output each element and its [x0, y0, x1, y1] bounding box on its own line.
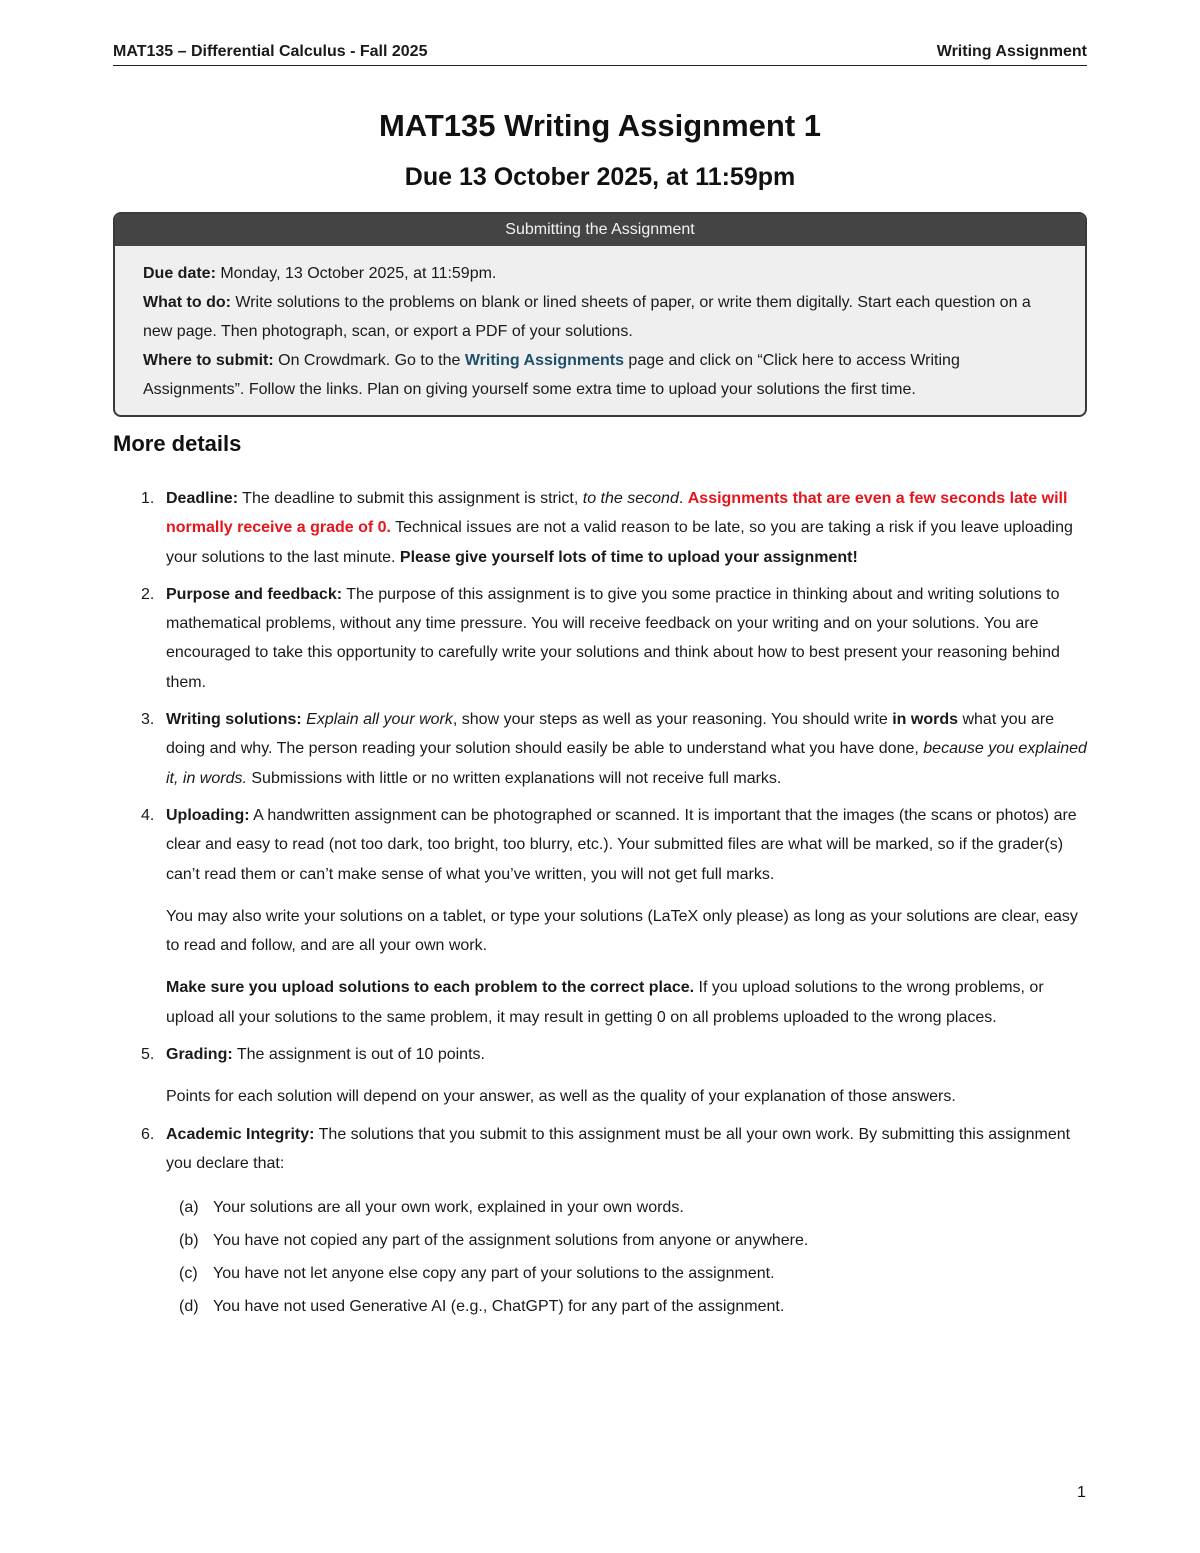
item-bold-text: Make sure you upload solutions to each problem to the correct place.	[166, 979, 695, 997]
what-to-do-text: Write solutions to the problems on blank or lined sheets of paper, or write them digitally. Start each question on a new page. Then photograph, scan, or export a PDF of your solutions.	[143, 294, 1031, 340]
list-item-uploading	[113, 801, 1087, 1032]
item-paragraph: You may also write your solutions on a tablet, or type your solutions (LaTeX only please) as long as your solutions are clear, easy to read and follow, and are all your own work.	[166, 907, 1078, 955]
item-text: The purpose of this assignment is to give you some practice in thinking about and writing solutions to mathematical problems, without any time pressure. You will receive feedback on your writing and on your solutions. You are encouraged to take this opportunity to carefully write your solutions and think about how to best present your reasoning behind them.	[166, 585, 1060, 691]
item-label: Purpose and feedback:	[166, 585, 343, 603]
item-bold-text: in words	[892, 711, 959, 729]
item-text: The deadline to submit this assignment is strict,	[238, 490, 583, 507]
item-text: The solutions that you submit to this assignment must be all your own work. By submitting this assignment you declare that:	[166, 1125, 1071, 1172]
declaration-label: (c)	[179, 1265, 198, 1283]
where-to-submit-pre: On Crowdmark. Go to the	[273, 352, 465, 369]
declaration-item	[166, 1191, 1087, 1224]
declaration-list	[166, 1191, 1087, 1323]
item-text: .	[678, 490, 688, 507]
list-item-purpose	[113, 580, 1087, 697]
list-item-number: 6.	[141, 1125, 155, 1143]
item-label: Deadline:	[166, 490, 239, 507]
list-item-number: 1.	[141, 490, 155, 507]
list-item-academic-integrity	[113, 1120, 1087, 1324]
submission-box-body	[115, 246, 1085, 404]
list-item-number: 4.	[141, 806, 155, 824]
late-warning-text: Assignments that are even a few seconds late will normally receive a grade of 0.	[166, 490, 1068, 537]
item-text: what you are doing and why. The person reading your solution should easily be able to understand what you have done,	[166, 711, 1055, 758]
due-date-line	[143, 259, 1057, 288]
item-italic-text: to the second	[582, 490, 679, 507]
list-item-writing-solutions	[113, 705, 1087, 793]
running-header	[113, 43, 1087, 66]
header-course: MAT135 – Differential Calculus - Fall 2025	[113, 43, 428, 60]
page-number: 1	[1077, 1484, 1086, 1501]
section-heading: More details	[113, 431, 242, 456]
writing-assignments-link[interactable]: Writing Assignments	[464, 352, 624, 369]
declaration-text: Your solutions are all your own work, explained in your own words.	[213, 1199, 684, 1217]
due-date-text: Monday, 13 October 2025, at 11:59pm.	[215, 265, 497, 282]
item-paragraph: Points for each solution will depend on your answer, as well as the quality of your explanation of those answers.	[166, 1088, 956, 1106]
declaration-text: You have not copied any part of the assignment solutions from anyone or anywhere.	[213, 1232, 809, 1250]
item-label: Writing solutions:	[166, 711, 302, 729]
submission-info-box	[113, 212, 1087, 417]
what-to-do-label: What to do:	[143, 294, 231, 311]
item-bold-text: Please give yourself lots of time to upload your assignment!	[399, 548, 858, 566]
due-date-label: Due date:	[143, 265, 216, 282]
list-item-deadline	[113, 484, 1087, 572]
item-label: Uploading:	[166, 806, 250, 824]
page-subtitle: Due 13 October 2025, at 11:59pm	[404, 163, 796, 191]
item-text: The assignment is out of 10 points.	[232, 1046, 485, 1064]
where-to-submit-post: page and click on “Click here to access Writing Assignments”. Follow the links. Plan on giving yourself some extra time to upload your solutions the first time.	[143, 352, 960, 398]
page-title: MAT135 Writing Assignment 1	[378, 108, 822, 143]
declaration-text: You have not used Generative AI (e.g., ChatGPT) for any part of the assignment.	[213, 1298, 785, 1316]
item-text: , show your steps as well as your reasoning. You should write	[452, 711, 893, 729]
item-italic-text: because you explained it, in words.	[166, 740, 1087, 787]
where-to-submit-label: Where to submit:	[143, 352, 274, 369]
declaration-label: (d)	[179, 1298, 199, 1316]
list-item-number: 2.	[141, 585, 155, 603]
declaration-item	[166, 1224, 1087, 1257]
declaration-label: (b)	[179, 1232, 199, 1250]
where-to-submit-line	[143, 346, 1057, 404]
declaration-text: You have not let anyone else copy any part of your solutions to the assignment.	[213, 1265, 775, 1283]
declaration-label: (a)	[179, 1199, 199, 1217]
header-doc-type: Writing Assignment	[936, 43, 1087, 60]
item-text: Submissions with little or no written explanations will not receive full marks.	[246, 769, 782, 787]
item-label: Academic Integrity:	[166, 1125, 315, 1143]
declaration-item	[166, 1257, 1087, 1290]
what-to-do-line	[143, 288, 1057, 346]
declaration-item	[166, 1290, 1087, 1323]
item-text: If you upload solutions to the wrong problems, or upload all your solutions to the same problem, it may result in getting 0 on all problems uploaded to the wrong places.	[166, 979, 1044, 1026]
item-text: A handwritten assignment can be photographed or scanned. It is important that the images (the scans or photos) are clear and easy to read (not too dark, too bright, too blurry, etc.). Your submitted files are what will be marked, so if the grader(s) can’t read them or can’t make sense of what you’ve written, you will not get full marks.	[166, 806, 1077, 883]
list-item-grading	[113, 1040, 1087, 1112]
item-text: Technical issues are not a valid reason to be late, so you are taking a risk if you leave uploading your solutions to the last minute.	[166, 519, 1073, 566]
list-item-number: 3.	[141, 711, 155, 729]
list-item-number: 5.	[141, 1046, 155, 1064]
submission-box-heading: Submitting the Assignment	[115, 214, 1085, 246]
details-list	[113, 484, 1087, 1331]
item-italic-text: Explain all your work	[306, 711, 453, 729]
item-label: Grading:	[166, 1046, 233, 1064]
